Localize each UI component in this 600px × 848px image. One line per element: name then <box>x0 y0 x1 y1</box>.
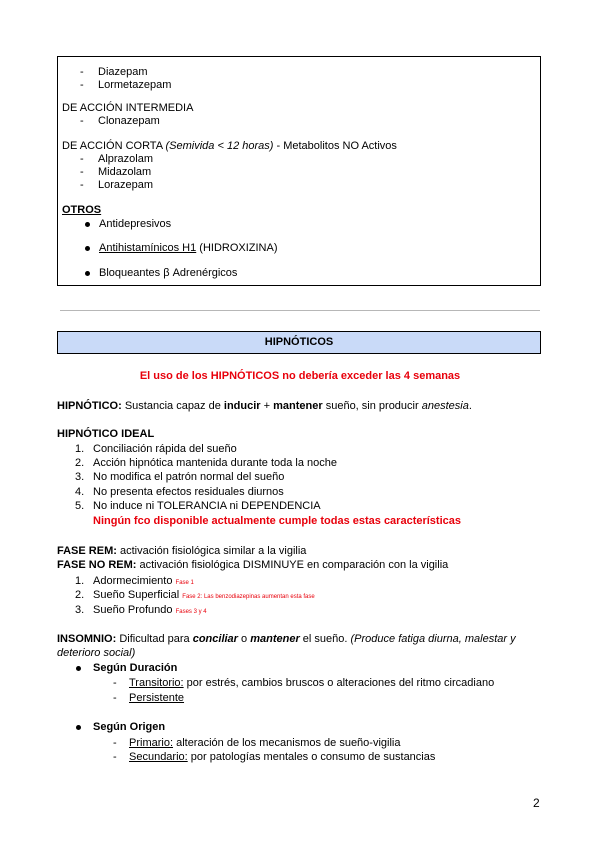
list-item: Bloqueantes β Adrenérgicos <box>99 267 238 279</box>
drug-list-box <box>57 56 541 286</box>
dash-marker: - <box>80 179 84 191</box>
bullet-icon <box>85 246 90 251</box>
dash-marker: - <box>113 692 117 704</box>
origen-heading: Según Origen <box>93 721 166 733</box>
list-item: Conciliación rápida del sueño <box>93 443 237 455</box>
section-heading-intermedia: DE ACCIÓN INTERMEDIA <box>62 102 194 114</box>
dash-marker: - <box>80 66 84 78</box>
list-item: Antihistamínicos H1 (HIDROXIZINA) <box>99 242 278 254</box>
insomnio-definition-cont: deterioro social) <box>57 647 136 659</box>
page-number: 2 <box>533 796 540 810</box>
list-number: 2. <box>75 589 85 601</box>
section-title: HIPNÓTICOS <box>264 336 334 348</box>
list-item: Lorazepam <box>98 179 154 191</box>
list-item: Acción hipnótica mantenida durante toda la noche <box>93 457 338 469</box>
insomnio-definition: INSOMNIO: Dificultad para conciliar o mantener el sueño. (Produce fatiga diurna, malestar y <box>57 633 516 645</box>
link-transitorio[interactable]: Transitorio: <box>129 677 184 689</box>
bullet-icon <box>76 725 81 730</box>
bullet-icon <box>85 271 90 276</box>
dash-marker: - <box>80 115 84 127</box>
list-number: 3. <box>75 471 85 483</box>
ideal-note: Ningún fco disponible actualmente cumple todas estas características <box>93 515 462 527</box>
list-item: Adormecimiento Fase 1 <box>93 575 194 587</box>
dash-marker: - <box>80 79 84 91</box>
list-item: Alprazolam <box>98 153 154 165</box>
list-number: 1. <box>75 443 85 455</box>
list-item: Sueño Superficial Fase 2: Las benzodiazepinas aumentan esta fase <box>93 589 315 601</box>
list-number: 5. <box>75 500 85 512</box>
section-heading-otros: OTROS <box>62 204 102 216</box>
ideal-heading: HIPNÓTICO IDEAL <box>57 428 155 440</box>
fase-rem: FASE REM: activación fisiológica similar a la vigilia <box>57 545 307 557</box>
list-item: Clonazepam <box>98 115 160 127</box>
dash-marker: - <box>113 737 117 749</box>
section-title-bar <box>57 331 541 354</box>
list-number: 1. <box>75 575 85 587</box>
list-item: No presenta efectos residuales diurnos <box>93 486 284 498</box>
fase-no-rem: FASE NO REM: activación fisiológica DISMINUYE en comparación con la vigilia <box>57 559 449 571</box>
hipnotico-definition: HIPNÓTICO: Sustancia capaz de inducir + mantener sueño, sin producir anestesia. <box>57 400 472 412</box>
list-item: Midazolam <box>98 166 152 178</box>
list-item: No induce ni TOLERANCIA ni DEPENDENCIA <box>93 500 321 512</box>
dash-marker: - <box>113 751 117 763</box>
list-number: 3. <box>75 604 85 616</box>
link-primario[interactable]: Primario: <box>129 737 174 749</box>
list-item: Transitorio: por estrés, cambios bruscos o alteraciones del ritmo circadiano <box>129 677 495 689</box>
list-item: Primario: alteración de los mecanismos de sueño-vigilia <box>129 737 401 749</box>
link-secundario[interactable]: Secundario: <box>129 751 188 763</box>
horizontal-divider <box>60 310 540 311</box>
dash-marker: - <box>113 677 117 689</box>
list-item: Diazepam <box>98 66 148 78</box>
dash-marker: - <box>80 153 84 165</box>
link-antihistaminicos[interactable]: Antihistamínicos H1 <box>99 242 197 254</box>
duracion-heading: Según Duración <box>93 662 178 674</box>
list-number: 4. <box>75 486 85 498</box>
bullet-icon <box>85 222 90 227</box>
dash-marker: - <box>80 166 84 178</box>
list-item: Secundario: por patologías mentales o consumo de sustancias <box>129 751 436 763</box>
link-persistente[interactable]: Persistente <box>129 692 185 704</box>
section-heading-corta: DE ACCIÓN CORTA (Semivida < 12 horas) - Metabolitos NO Activos <box>62 140 397 152</box>
list-number: 2. <box>75 457 85 469</box>
bullet-icon <box>76 666 81 671</box>
warning-text: El uso de los HIPNÓTICOS no debería exceder las 4 semanas <box>139 370 461 382</box>
list-item: Lormetazepam <box>98 79 172 91</box>
list-item: No modifica el patrón normal del sueño <box>93 471 285 483</box>
list-item: Sueño Profundo Fases 3 y 4 <box>93 604 207 616</box>
list-item: Antidepresivos <box>99 218 172 230</box>
